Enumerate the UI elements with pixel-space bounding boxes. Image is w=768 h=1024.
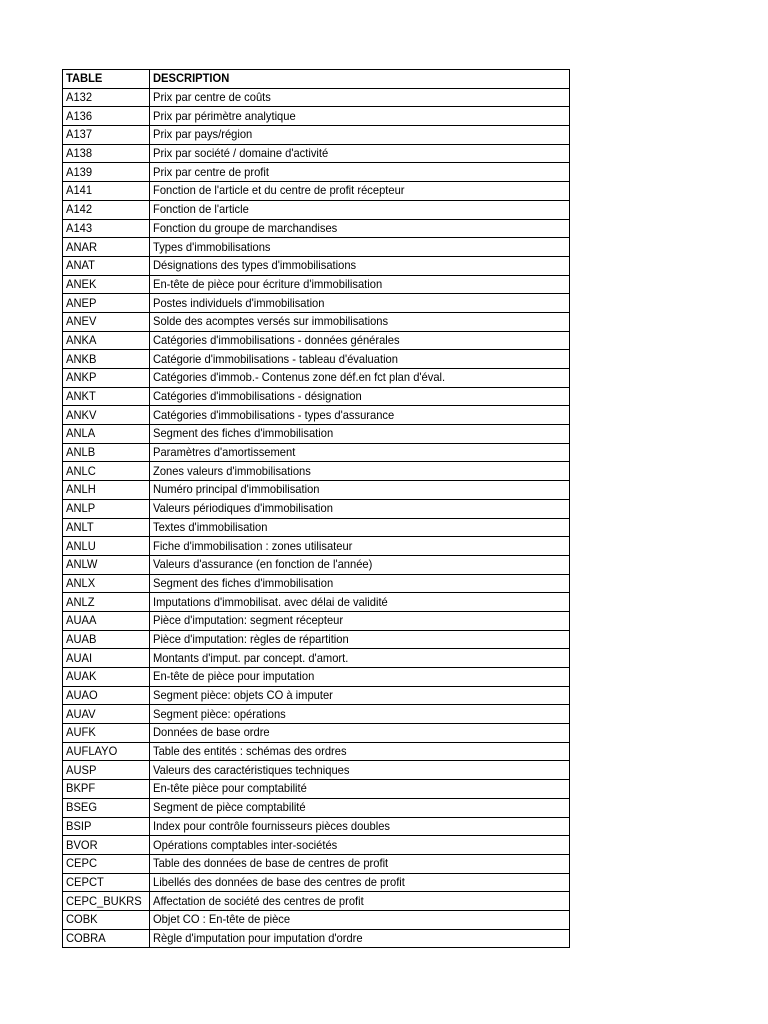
table-description: Catégories d'immob.- Contenus zone déf.en fct plan d'éval. <box>153 370 446 385</box>
table-name: BVOR <box>66 837 98 852</box>
column-header-table <box>63 70 150 89</box>
table-row <box>63 611 570 630</box>
table-description: Règle d'imputation pour imputation d'ordre <box>153 930 363 945</box>
table-name: ANEP <box>66 295 97 310</box>
table-row <box>63 593 570 612</box>
table-name-cell <box>63 537 150 556</box>
column-header-description-label: DESCRIPTION <box>153 71 230 86</box>
table-name-cell <box>63 705 150 724</box>
table-name-cell <box>63 854 150 873</box>
table-description: Segment des fiches d'immobilisation <box>153 426 334 441</box>
description-cell <box>150 462 570 481</box>
table-description: Segment des fiches d'immobilisation <box>153 575 334 590</box>
table-name: COBRA <box>66 930 106 945</box>
table-name: ANEK <box>66 276 97 291</box>
table-description: Catégories d'immobilisations - types d'assurance <box>153 407 395 422</box>
table-description: Numéro principal d'immobilisation <box>153 482 320 497</box>
table-name: ANKP <box>66 370 97 385</box>
table-description: Prix par périmètre analytique <box>153 108 297 123</box>
table-name-cell <box>63 499 150 518</box>
table-row <box>63 537 570 556</box>
table-name-cell <box>63 275 150 294</box>
table-body <box>63 88 570 948</box>
sap-tables-list <box>62 69 570 948</box>
table-name: CEPCT <box>66 874 104 889</box>
table-row <box>63 499 570 518</box>
table-name-cell <box>63 798 150 817</box>
table-name-cell <box>63 780 150 799</box>
description-cell <box>150 761 570 780</box>
description-cell <box>150 107 570 126</box>
table-name: ANLB <box>66 445 96 460</box>
table-name-cell <box>63 350 150 369</box>
table-name: A141 <box>66 183 93 198</box>
table-description: Montants d'imput. par concept. d'amort. <box>153 650 349 665</box>
table-row <box>63 406 570 425</box>
table-row <box>63 107 570 126</box>
table-row <box>63 929 570 948</box>
description-cell <box>150 798 570 817</box>
table-row <box>63 126 570 145</box>
table-row <box>63 705 570 724</box>
description-cell <box>150 144 570 163</box>
table-row <box>63 668 570 687</box>
table-row <box>63 798 570 817</box>
table-row <box>63 387 570 406</box>
table-description: Table des entités : schémas des ordres <box>153 744 347 759</box>
table-name-cell <box>63 219 150 238</box>
table-description: Objet CO : En-tête de pièce <box>153 912 291 927</box>
table-name-cell <box>63 462 150 481</box>
description-cell <box>150 873 570 892</box>
table-row <box>63 817 570 836</box>
description-cell <box>150 481 570 500</box>
table-row <box>63 331 570 350</box>
description-cell <box>150 88 570 107</box>
table-name-cell <box>63 88 150 107</box>
table-description: Fiche d'immobilisation : zones utilisateur <box>153 538 353 553</box>
description-cell <box>150 443 570 462</box>
table-name-cell <box>63 294 150 313</box>
table-description: Solde des acomptes versés sur immobilisations <box>153 314 389 329</box>
table-name-cell <box>63 929 150 948</box>
table-name: A132 <box>66 90 93 105</box>
description-cell <box>150 705 570 724</box>
description-cell <box>150 350 570 369</box>
table-name: ANLZ <box>66 594 95 609</box>
description-cell <box>150 724 570 743</box>
table-name: ANKB <box>66 351 97 366</box>
table-description: Valeurs d'assurance (en fonction de l'année) <box>153 557 373 572</box>
table-row <box>63 892 570 911</box>
table-name-cell <box>63 369 150 388</box>
table-row <box>63 481 570 500</box>
description-cell <box>150 275 570 294</box>
table-row <box>63 88 570 107</box>
table-description: Segment pièce: objets CO à imputer <box>153 688 334 703</box>
table-description: En-tête pièce pour comptabilité <box>153 781 308 796</box>
table-name-cell <box>63 182 150 201</box>
table-description: Fonction du groupe de marchandises <box>153 220 338 235</box>
table-name-cell <box>63 686 150 705</box>
table-description: Table des données de base de centres de profit <box>153 856 389 871</box>
table-row <box>63 163 570 182</box>
table-row <box>63 910 570 929</box>
table-name: ANLU <box>66 538 96 553</box>
table-name-cell <box>63 593 150 612</box>
description-cell <box>150 312 570 331</box>
table-name: A143 <box>66 220 93 235</box>
table-description: Pièce d'imputation: règles de répartition <box>153 631 350 646</box>
table-row <box>63 761 570 780</box>
table-name-cell <box>63 742 150 761</box>
description-cell <box>150 518 570 537</box>
description-cell <box>150 537 570 556</box>
table-row <box>63 182 570 201</box>
table-name: ANKV <box>66 407 97 422</box>
table-name: BKPF <box>66 781 96 796</box>
table-description: Prix par société / domaine d'activité <box>153 146 329 161</box>
description-cell <box>150 406 570 425</box>
table-name-cell <box>63 126 150 145</box>
table-row <box>63 555 570 574</box>
description-cell <box>150 630 570 649</box>
table-name: AUAB <box>66 631 97 646</box>
table-description: Catégories d'immobilisations - désignation <box>153 389 363 404</box>
table-name-cell <box>63 312 150 331</box>
table-row <box>63 780 570 799</box>
table-description: Paramètres d'amortissement <box>153 445 296 460</box>
description-cell <box>150 256 570 275</box>
table-name-cell <box>63 611 150 630</box>
table-description: Segment de pièce comptabilité <box>153 800 306 815</box>
table-name-cell <box>63 107 150 126</box>
table-row <box>63 256 570 275</box>
table-name-cell <box>63 144 150 163</box>
table-name: COBK <box>66 912 98 927</box>
table-name-cell <box>63 481 150 500</box>
table-name: ANLW <box>66 557 98 572</box>
table-row <box>63 836 570 855</box>
table-name: A137 <box>66 127 93 142</box>
table-row <box>63 518 570 537</box>
table-name: ANLA <box>66 426 96 441</box>
table-row <box>63 443 570 462</box>
table-name: ANKA <box>66 332 97 347</box>
table-name: AUAV <box>66 706 96 721</box>
description-cell <box>150 555 570 574</box>
table-name: AUAO <box>66 688 98 703</box>
table-row <box>63 200 570 219</box>
description-cell <box>150 611 570 630</box>
table-name-cell <box>63 724 150 743</box>
table-name: ANEV <box>66 314 97 329</box>
table-name-cell <box>63 256 150 275</box>
description-cell <box>150 836 570 855</box>
table-row <box>63 294 570 313</box>
table-name-cell <box>63 836 150 855</box>
table-description: Postes individuels d'immobilisation <box>153 295 325 310</box>
table-name-cell <box>63 425 150 444</box>
column-header-table-label: TABLE <box>66 71 103 86</box>
table-description: Prix par centre de profit <box>153 164 270 179</box>
table-row <box>63 873 570 892</box>
table-description: Textes d'immobilisation <box>153 519 268 534</box>
table-row <box>63 144 570 163</box>
table-name-cell <box>63 873 150 892</box>
table-name-cell <box>63 761 150 780</box>
table-description: En-tête de pièce pour écriture d'immobilisation <box>153 276 383 291</box>
table-row <box>63 238 570 257</box>
table-name-cell <box>63 406 150 425</box>
header-row <box>63 70 570 89</box>
table-description: Opérations comptables inter-sociétés <box>153 837 338 852</box>
table-name: A142 <box>66 202 93 217</box>
table-description: Valeurs périodiques d'immobilisation <box>153 501 334 516</box>
column-header-description <box>150 70 570 89</box>
table-name-cell <box>63 443 150 462</box>
table-description: Pièce d'imputation: segment récepteur <box>153 613 344 628</box>
table-row <box>63 425 570 444</box>
table-name-cell <box>63 892 150 911</box>
description-cell <box>150 817 570 836</box>
table-description: En-tête de pièce pour imputation <box>153 669 315 684</box>
description-cell <box>150 219 570 238</box>
table-description: Prix par centre de coûts <box>153 90 272 105</box>
table-row <box>63 312 570 331</box>
table-name: AUFLAYO <box>66 744 118 759</box>
description-cell <box>150 294 570 313</box>
table-row <box>63 350 570 369</box>
table-name: ANLC <box>66 463 96 478</box>
table-description: Catégories d'immobilisations - données générales <box>153 332 400 347</box>
table-name: BSEG <box>66 800 98 815</box>
table-row <box>63 369 570 388</box>
table-name: CEPC <box>66 856 98 871</box>
table-description: Imputations d'immobilisat. avec délai de validité <box>153 594 389 609</box>
table-description: Catégorie d'immobilisations - tableau d'évaluation <box>153 351 399 366</box>
table-name: BSIP <box>66 818 92 833</box>
table-row <box>63 649 570 668</box>
table-name: CEPC_BUKRS <box>66 893 142 908</box>
table-row <box>63 854 570 873</box>
table-name: ANKT <box>66 389 96 404</box>
table-description: Segment pièce: opérations <box>153 706 287 721</box>
table-name-cell <box>63 817 150 836</box>
description-cell <box>150 854 570 873</box>
table-name-cell <box>63 163 150 182</box>
table-name: AUSP <box>66 762 97 777</box>
table-row <box>63 630 570 649</box>
description-cell <box>150 126 570 145</box>
description-cell <box>150 182 570 201</box>
table-name: AUAI <box>66 650 93 665</box>
description-cell <box>150 686 570 705</box>
table-description: Valeurs des caractéristiques techniques <box>153 762 350 777</box>
table-row <box>63 574 570 593</box>
table-description: Prix par pays/région <box>153 127 253 142</box>
description-cell <box>150 387 570 406</box>
table-description: Données de base ordre <box>153 725 271 740</box>
table-name: AUAA <box>66 613 97 628</box>
description-cell <box>150 369 570 388</box>
description-cell <box>150 331 570 350</box>
table-row <box>63 219 570 238</box>
description-cell <box>150 163 570 182</box>
description-cell <box>150 200 570 219</box>
table-name-cell <box>63 630 150 649</box>
description-cell <box>150 780 570 799</box>
table-description: Fonction de l'article <box>153 202 250 217</box>
table-name-cell <box>63 555 150 574</box>
table-description: Types d'immobilisations <box>153 239 271 254</box>
table-name: AUAK <box>66 669 97 684</box>
table-name-cell <box>63 668 150 687</box>
table-name-cell <box>63 331 150 350</box>
table-description: Fonction de l'article et du centre de profit récepteur <box>153 183 405 198</box>
table-name: ANAT <box>66 258 95 273</box>
table-name-cell <box>63 518 150 537</box>
table-name-cell <box>63 387 150 406</box>
table-name-cell <box>63 238 150 257</box>
table-description: Affectation de société des centres de profit <box>153 893 365 908</box>
table-row <box>63 742 570 761</box>
description-cell <box>150 649 570 668</box>
description-cell <box>150 892 570 911</box>
table-row <box>63 275 570 294</box>
description-cell <box>150 425 570 444</box>
description-cell <box>150 499 570 518</box>
table-description: Libellés des données de base des centres de profit <box>153 874 406 889</box>
table-name: ANLX <box>66 575 96 590</box>
table-description: Index pour contrôle fournisseurs pièces doubles <box>153 818 391 833</box>
table-name: ANAR <box>66 239 98 254</box>
table-name-cell <box>63 649 150 668</box>
table-name: A138 <box>66 146 93 161</box>
table-name: A139 <box>66 164 93 179</box>
table-row <box>63 724 570 743</box>
table-name: A136 <box>66 108 93 123</box>
description-cell <box>150 238 570 257</box>
table-name: ANLP <box>66 501 96 516</box>
table-description: Zones valeurs d'immobilisations <box>153 463 312 478</box>
table-description: Désignations des types d'immobilisations <box>153 258 357 273</box>
description-cell <box>150 668 570 687</box>
table-row <box>63 686 570 705</box>
table-name: ANLH <box>66 482 96 497</box>
description-cell <box>150 929 570 948</box>
table-name-cell <box>63 910 150 929</box>
table-name-cell <box>63 574 150 593</box>
description-cell <box>150 574 570 593</box>
description-cell <box>150 742 570 761</box>
table-name-cell <box>63 200 150 219</box>
table-row <box>63 462 570 481</box>
description-cell <box>150 910 570 929</box>
table-name: ANLT <box>66 519 94 534</box>
description-cell <box>150 593 570 612</box>
table-name: AUFK <box>66 725 96 740</box>
